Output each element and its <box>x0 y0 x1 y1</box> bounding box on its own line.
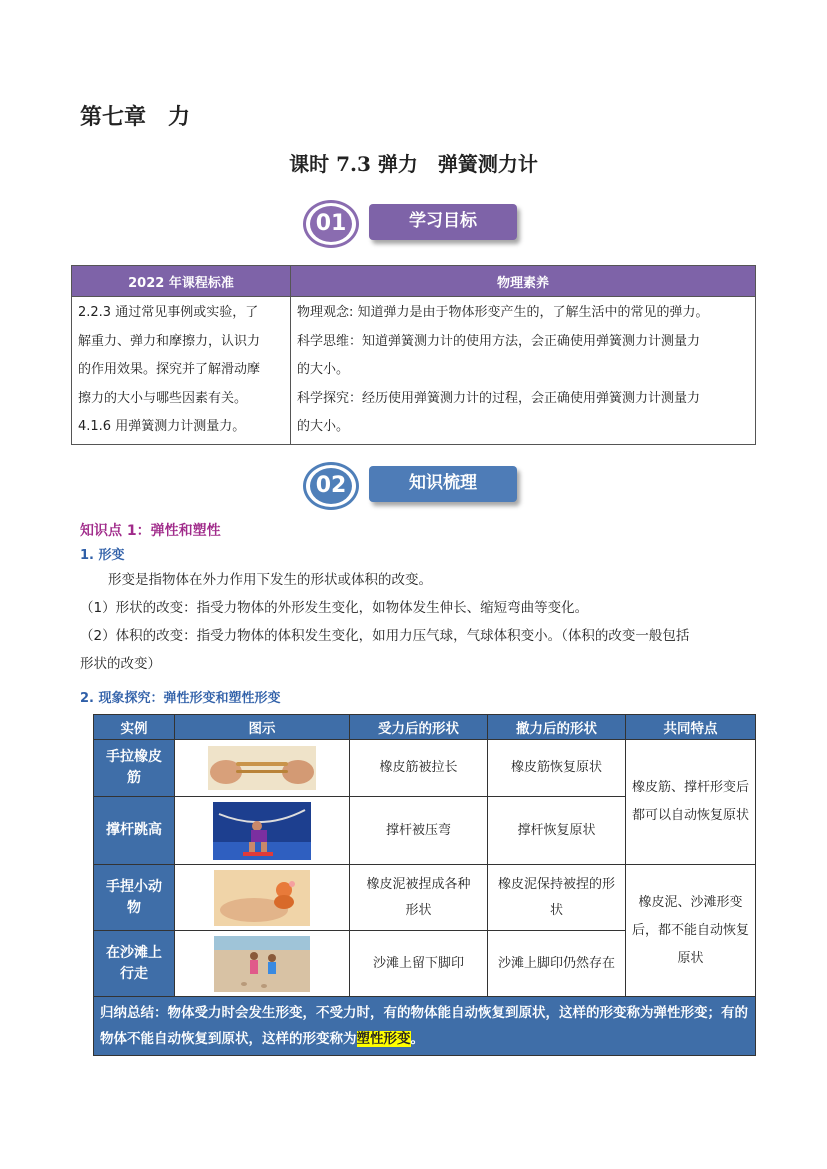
standards-table <box>71 265 756 445</box>
standards-line: 4.1.6 用弹簧测力计测量力。 <box>78 419 246 434</box>
image-cell <box>175 797 350 865</box>
table-row <box>94 865 756 931</box>
example-cell: 在沙滩上行走 <box>94 931 175 997</box>
phenomenon-table <box>93 714 756 1056</box>
after-release-cell: 沙滩上脚印仍然存在 <box>488 931 626 997</box>
section-label: 学习目标 <box>369 204 517 240</box>
summary-highlight: 塑性形变 <box>356 1031 411 1047</box>
section-number: 02 <box>303 462 359 510</box>
common-feature-cell: 橡皮泥、沙滩形变后，都不能自动恢复原状 <box>626 865 756 997</box>
chapter-title: 第七章 力 <box>80 104 191 130</box>
section-badge-learning-goals <box>303 200 523 250</box>
after-release-cell: 橡皮筋恢复原状 <box>488 740 626 797</box>
paragraph: 形变是指物体在外力作用下发生的形状或体积的改变。 <box>108 572 432 588</box>
rubber-band-image <box>208 746 316 790</box>
literacy-header: 物理素养 <box>291 266 756 297</box>
standards-line: 的作用效果。探究并了解滑动摩 <box>78 362 261 377</box>
literacy-line: 的大小。 <box>297 362 350 377</box>
paragraph: 形状的改变） <box>80 656 161 672</box>
after-force-cell: 沙滩上留下脚印 <box>350 931 488 997</box>
example-cell: 手拉橡皮筋 <box>94 740 175 797</box>
image-cell <box>175 865 350 931</box>
after-force-cell: 橡皮泥被捏成各种形状 <box>350 865 488 931</box>
pole-vault-image <box>213 802 311 860</box>
col-header-example: 实例 <box>94 715 175 740</box>
after-force-cell: 撑杆被压弯 <box>350 797 488 865</box>
subheading-deformation: 1. 形变 <box>80 548 125 563</box>
col-header-image: 图示 <box>175 715 350 740</box>
example-cell: 撑杆跳高 <box>94 797 175 865</box>
image-cell <box>175 740 350 797</box>
paragraph: （1）形状的改变：指受力物体的外形发生变化，如物体发生伸长、缩短弯曲等变化。 <box>80 600 589 616</box>
summary-cell <box>94 997 756 1056</box>
paragraph: （2）体积的改变：指受力物体的体积发生变化，如用力压气球，气球体积变小。（体积的改变一般包括 <box>80 628 690 644</box>
standards-line: 解重力、弹力和摩擦力，认识力 <box>78 333 261 349</box>
literacy-line: 科学思维：知道弹簧测力计的使用方法，会正确使用弹簧测力计测量力 <box>297 333 701 349</box>
standards-line: 2.2.3 通过常见事例或实验，了 <box>78 305 259 320</box>
image-cell <box>175 931 350 997</box>
after-release-cell: 橡皮泥保持被捏的形状 <box>488 865 626 931</box>
section-badge-knowledge-review <box>303 462 523 512</box>
example-cell: 手捏小动物 <box>94 865 175 931</box>
knowledge-point-title: 知识点 1：弹性和塑性 <box>80 523 221 539</box>
common-feature-cell: 橡皮筋、撑杆形变后都可以自动恢复原状 <box>626 740 756 865</box>
standards-cell <box>72 297 291 445</box>
literacy-line: 物理观念: 知道弹力是由于物体形变产生的，了解生活中的常见的弹力。 <box>297 305 709 320</box>
after-release-cell: 撑杆恢复原状 <box>488 797 626 865</box>
subheading-phenomenon: 2. 现象探究：弹性形变和塑性形变 <box>80 691 281 706</box>
section-label: 知识梳理 <box>369 466 517 502</box>
beach-image <box>214 936 310 992</box>
standards-line: 擦力的大小与哪些因素有关。 <box>78 390 248 406</box>
after-force-cell: 橡皮筋被拉长 <box>350 740 488 797</box>
summary-suffix: 。 <box>410 1031 424 1047</box>
summary-text: 归纳总结：物体受力时会发生形变，不受力时，有的物体能自动恢复到原状，这样的形变称为弹性形变；有的物体不能自动恢复到原状，这样的形变称为 <box>100 1005 748 1047</box>
col-header-common: 共同特点 <box>626 715 756 740</box>
summary-row <box>94 997 756 1056</box>
col-header-after-release: 撤力后的形状 <box>488 715 626 740</box>
clay-image <box>214 870 310 926</box>
literacy-cell <box>291 297 756 445</box>
col-header-after-force: 受力后的形状 <box>350 715 488 740</box>
standards-header: 2022 年课程标准 <box>72 266 291 297</box>
literacy-line: 的大小。 <box>297 419 350 434</box>
lesson-title: 课时 7.3 弹力 弹簧测力计 <box>289 152 538 176</box>
section-number: 01 <box>303 200 359 248</box>
table-row <box>94 740 756 797</box>
literacy-line: 科学探究：经历使用弹簧测力计的过程，会正确使用弹簧测力计测量力 <box>297 390 701 406</box>
